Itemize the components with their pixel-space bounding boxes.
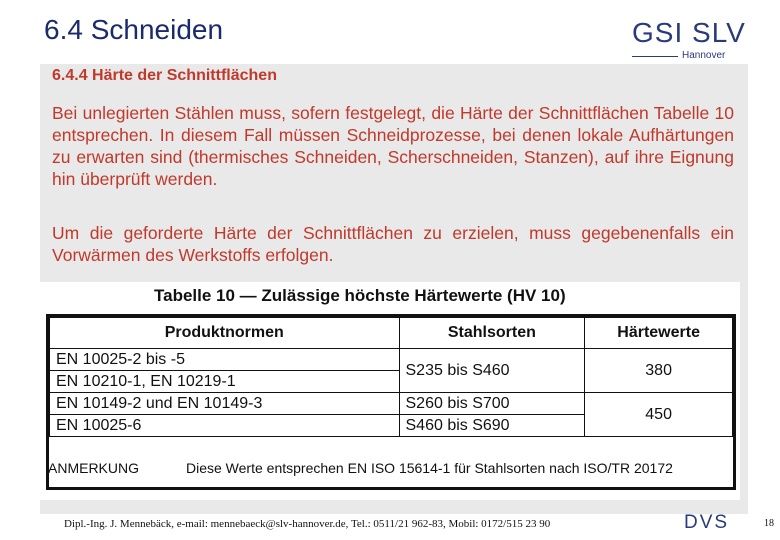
cell-norm: EN 10210-1, EN 10219-1 <box>50 371 400 393</box>
note-text: Diese Werte entsprechen EN ISO 15614-1 für Stahlsorten nach ISO/TR 20172 <box>186 460 673 476</box>
cell-steel: S260 bis S700 <box>399 393 585 415</box>
gsi-slv-logo <box>632 16 748 64</box>
table-caption: Tabelle 10 — Zulässige höchste Härtewerte (HV 10) <box>154 286 566 305</box>
footer-contact: Dipl.-Ing. J. Mennebäck, e-mail: mennebaeck@slv-hannover.de, Tel.: 0511/21 962-83, Mobil: 0172/515 23 90 <box>64 518 551 530</box>
page-number: 18 <box>764 518 774 529</box>
note-label: ANMERKUNG <box>48 460 140 476</box>
cell-hardness: 450 <box>585 393 733 437</box>
paragraph-2: Um die geforderte Härte der Schnittflächen zu erzielen, muss gegebenenfalls ein Vorwärmen des Werkstoffs erfolgen. <box>52 223 734 265</box>
cell-hardness: 380 <box>585 349 733 393</box>
cell-steel: S460 bis S690 <box>399 415 585 437</box>
footer <box>0 514 780 540</box>
cell-norm: EN 10025-2 bis -5 <box>50 349 400 371</box>
header-haertewerte: Härtewerte <box>585 318 733 349</box>
header-produktnormen: Produktnormen <box>50 318 400 349</box>
cell-steel: S235 bis S460 <box>399 349 585 393</box>
header-stahlsorten: Stahlsorten <box>399 318 585 349</box>
table-image <box>40 282 740 500</box>
cell-norm: EN 10149-2 und EN 10149-3 <box>50 393 400 415</box>
paragraph-1: Bei unlegierten Stählen muss, sofern festgelegt, die Härte der Schnittflächen Tabelle 10 entsprechen. In diesem Fall müssen Schneidprozesse, bei denen lokale Aufhärtungen zu erwarten sind (thermisches Schneiden, Scherschneiden, Stanzen), auf ihre Eignung hin überprüft werden. <box>52 103 734 189</box>
hardness-table <box>49 317 733 437</box>
table-header-row <box>50 318 733 349</box>
table-row <box>50 393 733 415</box>
cell-norm: EN 10025-6 <box>50 415 400 437</box>
table-row <box>50 349 733 371</box>
logo-text: GSI SLV <box>632 17 746 48</box>
dvs-logo: DVS <box>684 512 730 533</box>
logo-subtitle: Hannover <box>682 50 726 61</box>
slide-title: 6.4 Schneiden <box>44 14 224 45</box>
logo-rule <box>632 56 678 57</box>
section-title: 6.4.4 Härte der Schnittflächen <box>52 67 277 84</box>
